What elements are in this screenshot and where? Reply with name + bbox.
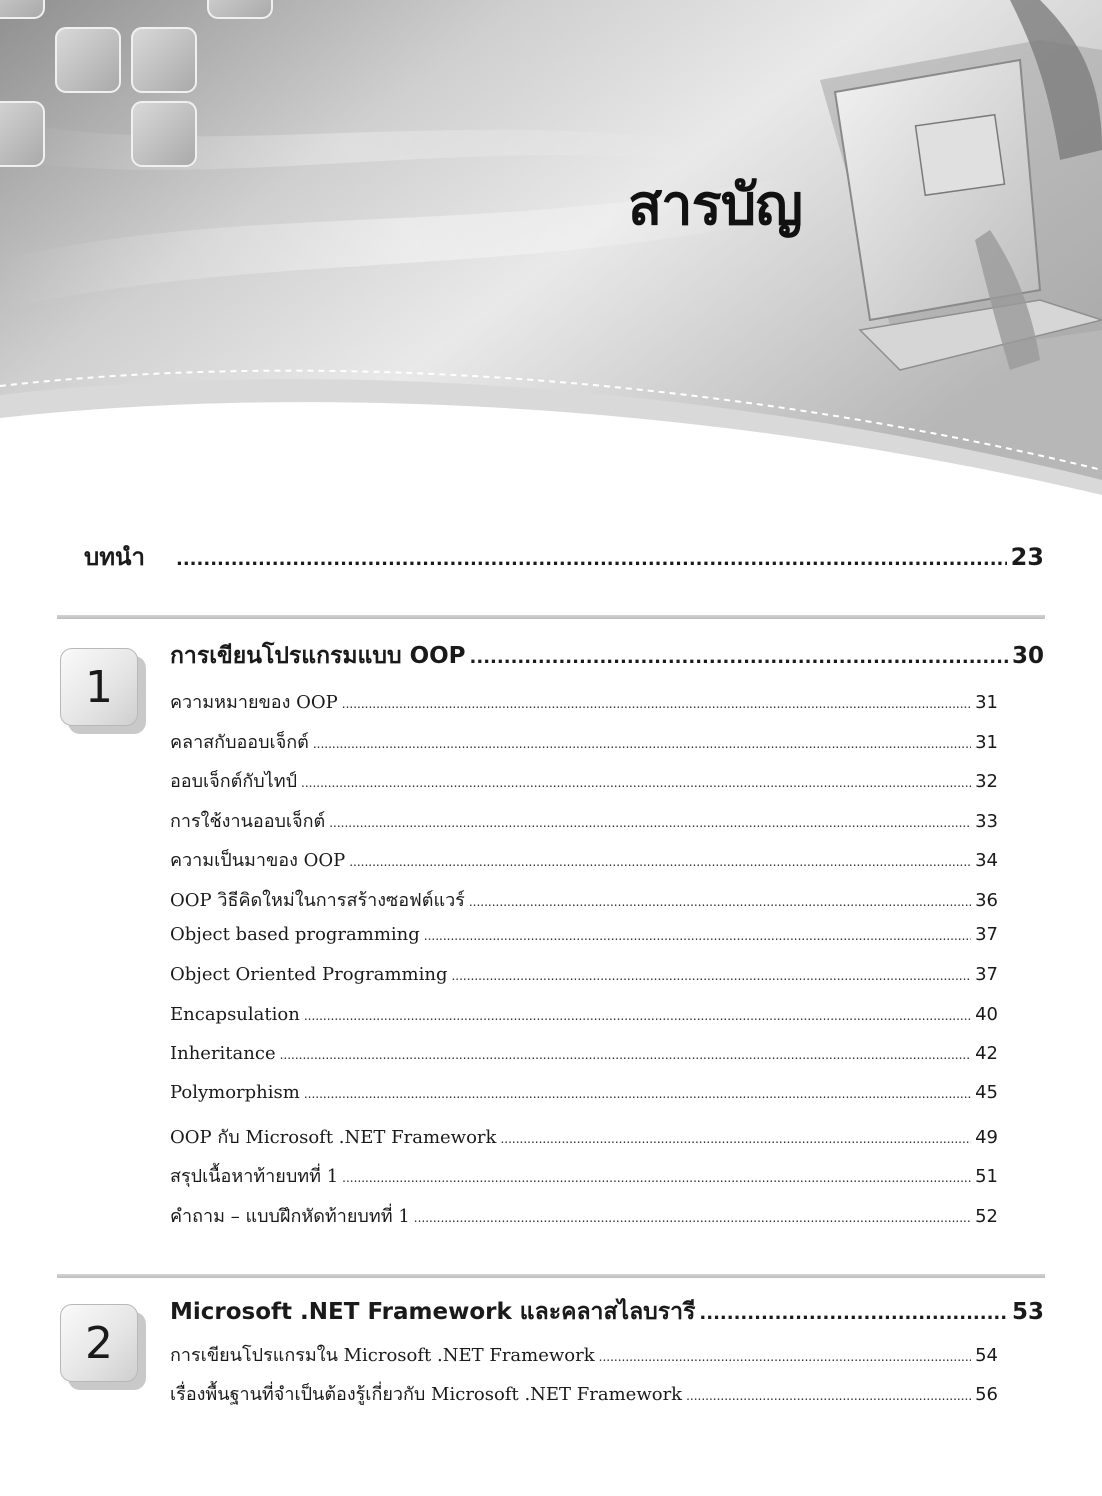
entry-label: คำถาม – แบบฝึกหัดท้ายบทที่ 1 [170, 1206, 410, 1227]
dot-leader [342, 1166, 971, 1187]
entry-label: OOP กับ Microsoft .NET Framework [170, 1127, 497, 1148]
entry-label: เรื่องพื้นฐานที่จำเป็นต้องรู้เกี่ยวกับ Microsoft .NET Framework [170, 1384, 683, 1405]
entry-page-number: 37 [975, 924, 998, 945]
toc-entry-row[interactable] [170, 885, 998, 914]
toc-entry-row[interactable] [170, 687, 998, 716]
toc-entry-row[interactable] [170, 1379, 998, 1408]
entry-page-number: 31 [975, 732, 998, 753]
dot-leader [699, 1299, 1008, 1325]
entry-page-number: 31 [975, 692, 998, 713]
toc-entry-row[interactable] [170, 806, 998, 835]
toc-entry-row[interactable] [170, 1004, 998, 1025]
toc-entry-row[interactable] [170, 964, 998, 985]
entry-label: Polymorphism [170, 1082, 300, 1103]
dot-leader [313, 732, 971, 753]
toc-entry-row[interactable] [170, 1082, 998, 1103]
chapter-page-number: 30 [1011, 643, 1044, 669]
dot-leader [304, 1082, 971, 1103]
entry-page-number: 33 [975, 811, 998, 832]
chapter-number: 2 [85, 1317, 113, 1369]
toc-entry-row[interactable] [170, 1161, 998, 1190]
entry-page-number: 54 [975, 1345, 998, 1366]
entry-page-number: 34 [975, 850, 998, 871]
entry-page-number: 40 [975, 1004, 998, 1025]
toc-entry-row[interactable] [170, 924, 998, 945]
toc-entry-row[interactable] [170, 1201, 998, 1230]
header-banner [0, 0, 1102, 500]
entry-label: ความหมายของ OOP [170, 692, 338, 713]
entry-label: Inheritance [170, 1043, 276, 1064]
dot-leader [469, 890, 971, 911]
chapter-number-tile [60, 1304, 144, 1388]
entry-label: สรุปเนื้อหาท้ายบทที่ 1 [170, 1166, 339, 1187]
dot-leader [599, 1345, 971, 1366]
toc-entry-row[interactable] [170, 1043, 998, 1064]
dot-leader [301, 771, 971, 792]
entry-page-number: 52 [975, 1206, 998, 1227]
toc-entry-row[interactable] [170, 727, 998, 756]
entry-page-number: 49 [975, 1127, 998, 1148]
entry-label: การเขียนโปรแกรมใน Microsoft .NET Framework [170, 1345, 595, 1366]
entry-label: ความเป็นมาของ OOP [170, 850, 346, 871]
chapter-number-tile [60, 648, 144, 732]
dot-leader [424, 924, 971, 945]
chapter-title: การเขียนโปรแกรมแบบ OOP [170, 643, 466, 669]
dot-leader [414, 1206, 971, 1227]
dot-leader [176, 543, 1007, 571]
toc-entry-row[interactable] [170, 1340, 998, 1369]
dot-leader [280, 1043, 971, 1064]
intro-label: บทนำ [84, 543, 145, 571]
section-divider [57, 615, 1045, 619]
dot-leader [686, 1384, 971, 1405]
dot-leader [304, 1004, 971, 1025]
entry-label: การใช้งานออบเจ็กต์ [170, 811, 326, 832]
dot-leader [451, 964, 971, 985]
toc-intro-row[interactable] [84, 537, 1044, 576]
chapter-number: 1 [85, 661, 113, 713]
toc-entry-row[interactable] [170, 766, 998, 795]
chapter-title: Microsoft .NET Framework และคลาสไลบรารี [170, 1299, 696, 1325]
dot-leader [349, 850, 971, 871]
entry-page-number: 32 [975, 771, 998, 792]
toc-entry-row[interactable] [170, 845, 998, 874]
entry-label: Object Oriented Programming [170, 964, 448, 985]
toc-chapter-row[interactable] [170, 1294, 1044, 1330]
entry-page-number: 45 [975, 1082, 998, 1103]
chapter-page-number: 53 [1011, 1299, 1044, 1325]
intro-page-number: 23 [1010, 543, 1044, 571]
entry-page-number: 51 [975, 1166, 998, 1187]
entry-page-number: 36 [975, 890, 998, 911]
page-title: สารบัญ [628, 173, 802, 238]
section-divider [57, 1274, 1045, 1278]
entry-page-number: 37 [975, 964, 998, 985]
entry-page-number: 56 [975, 1384, 998, 1405]
toc-chapter-row[interactable] [170, 638, 1044, 674]
entry-label: Encapsulation [170, 1004, 300, 1025]
dot-leader [342, 692, 971, 713]
dot-leader [329, 811, 971, 832]
entry-label: คลาสกับออบเจ็กต์ [170, 732, 309, 753]
entry-label: ออบเจ็กต์กับไทป์ [170, 771, 298, 792]
entry-page-number: 42 [975, 1043, 998, 1064]
entry-label: OOP วิธีคิดใหม่ในการสร้างซอฟต์แวร์ [170, 890, 465, 911]
entry-label: Object based programming [170, 924, 420, 945]
dot-leader [470, 643, 1008, 669]
dot-leader [500, 1127, 971, 1148]
toc-entry-row[interactable] [170, 1122, 998, 1151]
banner-artwork [0, 0, 1102, 500]
